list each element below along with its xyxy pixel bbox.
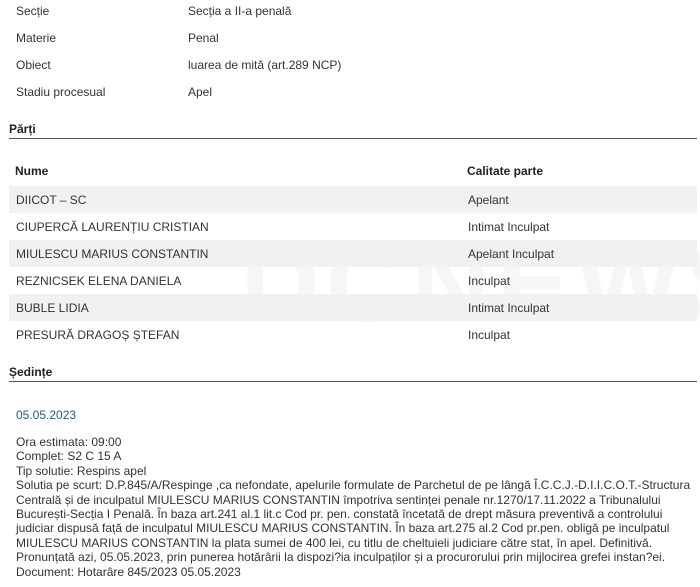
hearing-solution-text: judiciar dispusă față de inculpatul MIULESCU MARIUS CONSTANTIN. În baza art.275 al.2 Cod pr.pen. obligă pe inculpatul <box>16 521 670 536</box>
party-name: BUBLE LIDIA <box>16 301 89 315</box>
hearing-estimated-time: Ora estimata: 09:00 <box>16 435 122 449</box>
party-role: Apelant <box>468 193 509 207</box>
column-header-name: Nume <box>15 164 49 178</box>
table-row <box>9 267 697 294</box>
party-role: Inculpat <box>468 328 511 342</box>
party-role: Inculpat <box>468 274 511 288</box>
section-divider <box>9 138 697 139</box>
hearing-solution-type: Tip solutie: Respins apel <box>16 463 147 478</box>
hearing-solution-text: București-Secția I Penală. În baza art.241 al.1 lit.c Cod pr. pen. constată încetată de drept măsura preventivă a controlului <box>16 507 663 522</box>
table-row <box>9 294 697 321</box>
hearing-details <box>16 435 691 579</box>
table-row <box>9 186 697 213</box>
detail-label: Obiect <box>16 58 51 72</box>
hearing-document: Document: Hotarâre 845/2023 05.05.2023 <box>16 564 241 579</box>
hearing-solution-text: Solutia pe scurt: D.P.845/A/Respinge ,ca nefondate, apelurile formulate de Parchetul de pe lângă Î.C.C.J.-D.I.I.C.O.T.-Structura <box>16 478 691 493</box>
detail-value: luarea de mită (art.289 NCP) <box>188 58 342 72</box>
party-name: DIICOT – SC <box>16 193 87 207</box>
party-role: Intimat Inculpat <box>468 301 550 315</box>
section-divider <box>9 381 697 382</box>
party-role: Intimat Inculpat <box>468 220 550 234</box>
hearing-solution-text: MIULESCU MARIUS CONSTANTIN la plata sumei de 400 lei, cu titlu de cheltuieli judiciare către stat, în apel. Definitivă. <box>16 535 653 550</box>
table-row <box>9 213 697 240</box>
hearing-date-link[interactable]: 05.05.2023 <box>16 408 77 422</box>
detail-label: Stadiu procesual <box>16 85 106 99</box>
party-name: CIUPERCĂ LAURENȚIU CRISTIAN <box>16 220 209 234</box>
table-row <box>9 321 697 348</box>
sedinte-section-title: Ședințe <box>9 365 53 379</box>
party-name: PRESURĂ DRAGOȘ ȘTEFAN <box>16 328 180 342</box>
column-header-role: Calitate parte <box>467 164 544 178</box>
hearing-solution-text: Centrală și de inculpatul MIULESCU MARIUS CONSTANTIN împotriva sentinței penale nr.1270/17.11.2022 a Tribunalului <box>16 492 661 507</box>
detail-label: Materie <box>16 31 57 45</box>
detail-row-sectie <box>0 4 700 24</box>
hearing-pronouncement: Pronunțată azi, 05.05.2023, prin punerea hotărârii la dispozi?ia inculpaților și a procurorului prin mijlocirea grefei instan?ei. <box>16 550 666 565</box>
hearing-panel: Complet: S2 C 15 A <box>16 449 122 464</box>
detail-row-obiect <box>0 58 700 78</box>
party-role: Apelant Inculpat <box>468 247 555 261</box>
parti-section-title: Părți <box>9 122 36 136</box>
detail-label: Secție <box>16 4 50 18</box>
party-name: MIULESCU MARIUS CONSTANTIN <box>16 247 209 261</box>
detail-row-stadiu <box>0 85 700 105</box>
detail-value: Secția a II-a penală <box>188 4 292 18</box>
detail-row-materie <box>0 31 700 51</box>
table-row <box>9 240 697 267</box>
detail-value: Apel <box>188 85 213 99</box>
detail-value: Penal <box>188 31 219 45</box>
party-name: REZNICSEK ELENA DANIELA <box>16 274 182 288</box>
